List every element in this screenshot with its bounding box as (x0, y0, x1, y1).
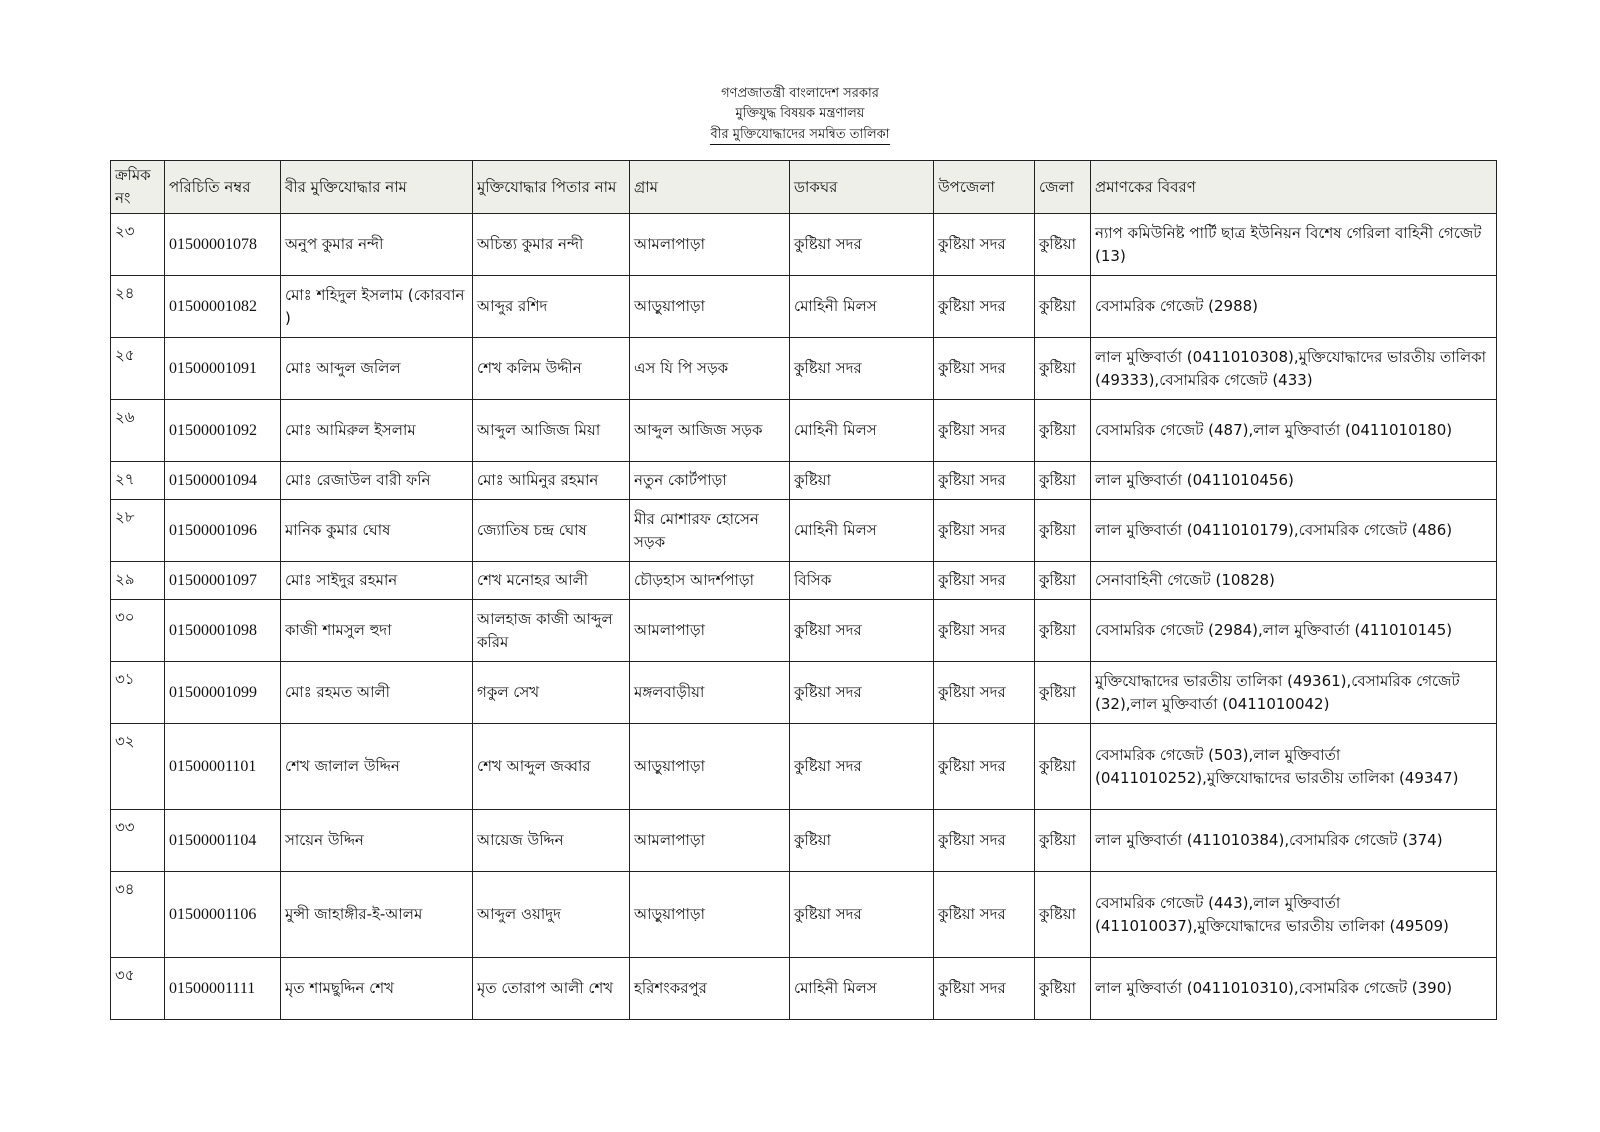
cell-upazila: কুষ্টিয়া সদর (934, 462, 1035, 500)
cell-upazila: কুষ্টিয়া সদর (934, 810, 1035, 872)
cell-upazila: কুষ্টিয়া সদর (934, 500, 1035, 562)
table-row (111, 958, 1497, 1020)
cell-post-office: মোহিনী মিলস (790, 958, 934, 1020)
cell-district: কুষ্টিয়া (1035, 500, 1091, 562)
cell-serial: ৩০ (111, 600, 165, 662)
cell-serial: ৩২ (111, 724, 165, 810)
table-row (111, 810, 1497, 872)
cell-post-office: কুষ্টিয়া সদর (790, 214, 934, 276)
cell-district: কুষ্টিয়া (1035, 276, 1091, 338)
cell-id: 01500001106 (165, 872, 281, 958)
table-row (111, 400, 1497, 462)
cell-district: কুষ্টিয়া (1035, 872, 1091, 958)
cell-village: মঙ্গলবাড়ীয়া (630, 662, 790, 724)
cell-proof: বেসামরিক গেজেট (443),লাল মুক্তিবার্তা (411010037),মুক্তিযোদ্ধাদের ভারতীয় তালিকা (49509) (1091, 872, 1497, 958)
cell-proof: বেসামরিক গেজেট (487),লাল মুক্তিবার্তা (0411010180) (1091, 400, 1497, 462)
cell-father: মোঃ আমিনুর রহমান (473, 462, 630, 500)
cell-serial: ৩৪ (111, 872, 165, 958)
document-title: বীর মুক্তিযোদ্ধাদের সমন্বিত তালিকা (710, 126, 889, 145)
cell-proof: লাল মুক্তিবার্তা (0411010310),বেসামরিক গেজেট (390) (1091, 958, 1497, 1020)
cell-village: মীর মোশারফ হোসেন সড়ক (630, 500, 790, 562)
cell-post-office: কুষ্টিয়া সদর (790, 724, 934, 810)
cell-name: মৃত শামছুদ্দিন শেখ (281, 958, 473, 1020)
cell-id: 01500001098 (165, 600, 281, 662)
cell-name: মোঃ আব্দুল জলিল (281, 338, 473, 400)
cell-serial: ৩৩ (111, 810, 165, 872)
cell-district: কুষ্টিয়া (1035, 958, 1091, 1020)
cell-district: কুষ্টিয়া (1035, 662, 1091, 724)
cell-id: 01500001101 (165, 724, 281, 810)
cell-id: 01500001092 (165, 400, 281, 462)
table-row (111, 600, 1497, 662)
cell-id: 01500001099 (165, 662, 281, 724)
cell-upazila: কুষ্টিয়া সদর (934, 600, 1035, 662)
table-row (111, 214, 1497, 276)
cell-id: 01500001096 (165, 500, 281, 562)
cell-post-office: কুষ্টিয়া সদর (790, 338, 934, 400)
col-header-serial: ক্রমিক নং (111, 161, 165, 214)
cell-id: 01500001111 (165, 958, 281, 1020)
cell-proof: লাল মুক্তিবার্তা (411010384),বেসামরিক গেজেট (374) (1091, 810, 1497, 872)
col-header-id: পরিচিতি নম্বর (165, 161, 281, 214)
ministry-name: মুক্তিযুদ্ধ বিষয়ক মন্ত্রণালয় (735, 106, 865, 121)
cell-proof: মুক্তিযোদ্ধাদের ভারতীয় তালিকা (49361),বেসামরিক গেজেট (32),লাল মুক্তিবার্তা (0411010042) (1091, 662, 1497, 724)
col-header-father: মুক্তিযোদ্ধার পিতার নাম (473, 161, 630, 214)
cell-father: শেখ আব্দুল জব্বার (473, 724, 630, 810)
cell-upazila: কুষ্টিয়া সদর (934, 562, 1035, 600)
table-row (111, 500, 1497, 562)
cell-name: কাজী শামসুল হুদা (281, 600, 473, 662)
cell-name: মোঃ রেজাউল বারী ফনি (281, 462, 473, 500)
cell-proof: লাল মুক্তিবার্তা (0411010308),মুক্তিযোদ্ধাদের ভারতীয় তালিকা (49333),বেসামরিক গেজেট (433) (1091, 338, 1497, 400)
cell-proof: লাল মুক্তিবার্তা (0411010179),বেসামরিক গেজেট (486) (1091, 500, 1497, 562)
cell-id: 01500001104 (165, 810, 281, 872)
cell-district: কুষ্টিয়া (1035, 214, 1091, 276)
cell-district: কুষ্টিয়া (1035, 562, 1091, 600)
cell-name: মোঃ আমিরুল ইসলাম (281, 400, 473, 462)
cell-upazila: কুষ্টিয়া সদর (934, 872, 1035, 958)
cell-upazila: কুষ্টিয়া সদর (934, 724, 1035, 810)
cell-father: আব্দুর রশিদ (473, 276, 630, 338)
cell-post-office: কুষ্টিয়া সদর (790, 600, 934, 662)
cell-village: আড়ুয়াপাড়া (630, 724, 790, 810)
col-header-name: বীর মুক্তিযোদ্ধার নাম (281, 161, 473, 214)
cell-post-office: মোহিনী মিলস (790, 276, 934, 338)
table-row (111, 562, 1497, 600)
cell-village: নতুন কোর্টপাড়া (630, 462, 790, 500)
cell-district: কুষ্টিয়া (1035, 338, 1091, 400)
table-row (111, 338, 1497, 400)
cell-proof: লাল মুক্তিবার্তা (0411010456) (1091, 462, 1497, 500)
document-header (0, 84, 1600, 145)
cell-village: আমলাপাড়া (630, 810, 790, 872)
freedom-fighter-table (110, 160, 1497, 1020)
table-row (111, 276, 1497, 338)
cell-village: আড়ুয়াপাড়া (630, 872, 790, 958)
cell-post-office: কুষ্টিয়া সদর (790, 872, 934, 958)
cell-proof: ন্যাপ কমিউনিষ্ট পার্টি ছাত্র ইউনিয়ন বিশেষ গেরিলা বাহিনী গেজেট (13) (1091, 214, 1497, 276)
cell-father: অচিন্ত্য কুমার নন্দী (473, 214, 630, 276)
cell-district: কুষ্টিয়া (1035, 400, 1091, 462)
cell-id: 01500001097 (165, 562, 281, 600)
col-header-proof: প্রমাণকের বিবরণ (1091, 161, 1497, 214)
cell-id: 01500001091 (165, 338, 281, 400)
cell-post-office: কুষ্টিয়া (790, 810, 934, 872)
cell-name: মানিক কুমার ঘোষ (281, 500, 473, 562)
cell-upazila: কুষ্টিয়া সদর (934, 276, 1035, 338)
cell-serial: ৩১ (111, 662, 165, 724)
cell-name: মুন্সী জাহাঙ্গীর-ই-আলম (281, 872, 473, 958)
cell-id: 01500001094 (165, 462, 281, 500)
cell-proof: বেসামরিক গেজেট (503),লাল মুক্তিবার্তা (0411010252),মুক্তিযোদ্ধাদের ভারতীয় তালিকা (49347) (1091, 724, 1497, 810)
col-header-upazila: উপজেলা (934, 161, 1035, 214)
cell-district: কুষ্টিয়া (1035, 600, 1091, 662)
government-name: গণপ্রজাতন্ত্রী বাংলাদেশ সরকার (721, 86, 879, 101)
cell-post-office: কুষ্টিয়া সদর (790, 662, 934, 724)
cell-post-office: মোহিনী মিলস (790, 500, 934, 562)
cell-village: আব্দুল আজিজ সড়ক (630, 400, 790, 462)
cell-proof: বেসামরিক গেজেট (2988) (1091, 276, 1497, 338)
table-header-row (111, 161, 1497, 214)
cell-father: গকুল সেখ (473, 662, 630, 724)
cell-serial: ২৪ (111, 276, 165, 338)
cell-serial: ২৮ (111, 500, 165, 562)
table-row (111, 462, 1497, 500)
cell-serial: ৩৫ (111, 958, 165, 1020)
cell-district: কুষ্টিয়া (1035, 462, 1091, 500)
cell-father: শেখ মনোহর আলী (473, 562, 630, 600)
cell-post-office: বিসিক (790, 562, 934, 600)
cell-proof: সেনাবাহিনী গেজেট (10828) (1091, 562, 1497, 600)
cell-village: আমলাপাড়া (630, 214, 790, 276)
cell-serial: ২৫ (111, 338, 165, 400)
cell-proof: বেসামরিক গেজেট (2984),লাল মুক্তিবার্তা (411010145) (1091, 600, 1497, 662)
cell-name: শেখ জালাল উদ্দিন (281, 724, 473, 810)
cell-name: সায়েন উদ্দিন (281, 810, 473, 872)
cell-village: আড়ুয়াপাড়া (630, 276, 790, 338)
cell-name: মোঃ রহমত আলী (281, 662, 473, 724)
cell-id: 01500001082 (165, 276, 281, 338)
cell-village: এস যি পি সড়ক (630, 338, 790, 400)
cell-father: আব্দুল আজিজ মিয়া (473, 400, 630, 462)
cell-name: অনুপ কুমার নন্দী (281, 214, 473, 276)
cell-upazila: কুষ্টিয়া সদর (934, 662, 1035, 724)
cell-upazila: কুষ্টিয়া সদর (934, 400, 1035, 462)
cell-father: শেখ কলিম উদ্দীন (473, 338, 630, 400)
cell-father: জ্যোতিষ চন্দ্র ঘোষ (473, 500, 630, 562)
cell-father: আয়েজ উদ্দিন (473, 810, 630, 872)
col-header-post-office: ডাকঘর (790, 161, 934, 214)
cell-father: আব্দুল ওয়াদুদ (473, 872, 630, 958)
cell-name: মোঃ সাইদুর রহমান (281, 562, 473, 600)
cell-village: চৌড়হাস আদর্শপাড়া (630, 562, 790, 600)
cell-district: কুষ্টিয়া (1035, 724, 1091, 810)
cell-village: আমলাপাড়া (630, 600, 790, 662)
cell-post-office: কুষ্টিয়া (790, 462, 934, 500)
cell-name: মোঃ শহিদুল ইসলাম (কোরবান ) (281, 276, 473, 338)
cell-district: কুষ্টিয়া (1035, 810, 1091, 872)
col-header-village: গ্রাম (630, 161, 790, 214)
cell-post-office: মোহিনী মিলস (790, 400, 934, 462)
cell-upazila: কুষ্টিয়া সদর (934, 958, 1035, 1020)
table-row (111, 724, 1497, 810)
cell-serial: ২৩ (111, 214, 165, 276)
cell-serial: ২৭ (111, 462, 165, 500)
cell-father: আলহাজ কাজী আব্দুল করিম (473, 600, 630, 662)
table-row (111, 872, 1497, 958)
cell-upazila: কুষ্টিয়া সদর (934, 214, 1035, 276)
cell-serial: ২৬ (111, 400, 165, 462)
col-header-district: জেলা (1035, 161, 1091, 214)
table-row (111, 662, 1497, 724)
cell-village: হরিশংকরপুর (630, 958, 790, 1020)
cell-id: 01500001078 (165, 214, 281, 276)
cell-serial: ২৯ (111, 562, 165, 600)
cell-upazila: কুষ্টিয়া সদর (934, 338, 1035, 400)
cell-father: মৃত তোরাপ আলী শেখ (473, 958, 630, 1020)
